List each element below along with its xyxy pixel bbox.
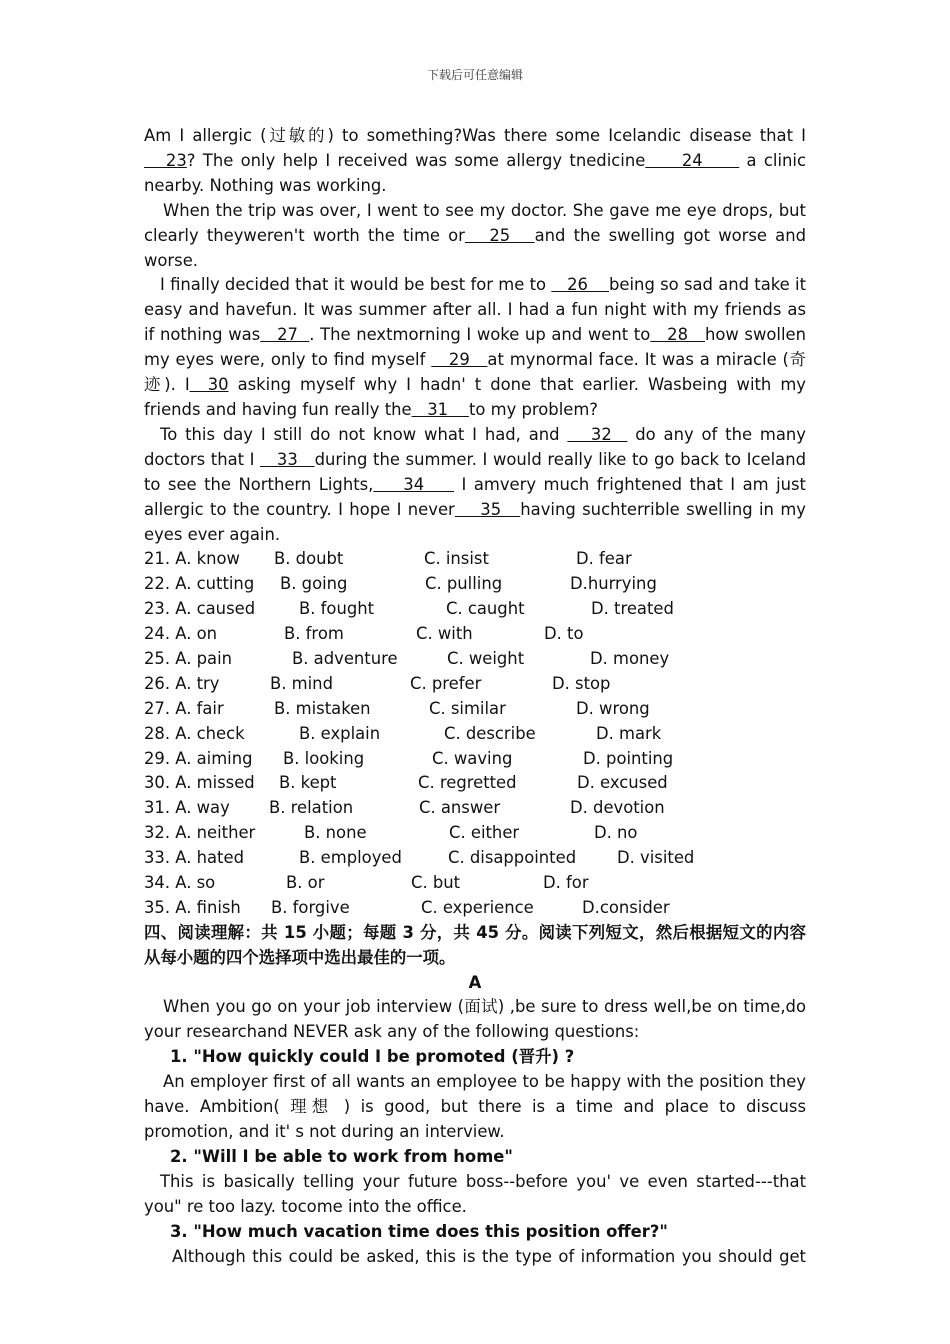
option-d: D. mark — [596, 723, 662, 743]
question-heading-3: 3. "How much vacation time does this position offer?" — [170, 1221, 668, 1241]
passage-text: and the swelling got worse and worse. — [144, 225, 806, 270]
question-body-1: An employer first of all wants an employee to be happy with the position they have. Ambition( 理想 ) is good, but there is a time and place to discuss promotion, and it' s not during an interview. — [144, 1072, 806, 1142]
option-row — [144, 896, 806, 921]
passage-text: during the summer. I would really like to go back to Iceland to see the Northern Lights, — [144, 449, 806, 494]
option-a: 24. A. on — [144, 624, 218, 644]
answer-blank: 27 — [260, 325, 310, 345]
passage-text: at mynormal face. It was a miracle (奇迹). I — [144, 350, 806, 395]
option-row — [144, 622, 806, 647]
option-a: 31. A. way — [144, 798, 230, 818]
option-c: C. insist — [424, 549, 489, 569]
option-row — [144, 597, 806, 622]
passage-text: . The nextmorning I woke up and went to — [309, 325, 651, 345]
option-c: C. regretted — [418, 773, 517, 793]
reading-intro: When you go on your job interview (面试) ,be sure to dress well,be on time,do your researchand NEVER ask any of the following questions: — [144, 997, 806, 1042]
option-c: C. waving — [432, 748, 513, 768]
page-header: 下载后可任意编辑 — [426, 68, 523, 82]
option-c: C. either — [449, 823, 520, 843]
option-b: B. going — [280, 574, 348, 594]
option-a: 21. A. know — [144, 549, 240, 569]
option-c: C. weight — [447, 648, 525, 668]
option-a: 27. A. fair — [144, 698, 224, 718]
option-a: 28. A. check — [144, 723, 245, 743]
option-a: 35. A. finish — [144, 897, 241, 917]
option-a: 29. A. aiming — [144, 748, 253, 768]
answer-blank: 33 — [260, 449, 315, 469]
document-body — [144, 124, 806, 1269]
option-d: D. devotion — [570, 798, 665, 818]
option-a: 25. A. pain — [144, 648, 233, 668]
option-d: D. to — [544, 624, 584, 644]
option-b: B. or — [286, 872, 325, 892]
answer-blank: 25 — [464, 225, 535, 245]
answer-blank: 29 — [431, 350, 488, 370]
option-a: 32. A. neither — [144, 823, 256, 843]
passage-text: do any of the many doctors that I — [144, 424, 806, 469]
option-a: 33. A. hated — [144, 848, 244, 868]
option-row — [144, 747, 806, 772]
option-b: B. mistaken — [274, 698, 371, 718]
passage-text: I amvery much frightened that I am just allergic to the country. I hope I never — [144, 474, 806, 519]
option-a: 26. A. try — [144, 673, 220, 693]
section-instructions: 四、阅读理解：共 15 小题；每题 3 分，共 45 分。阅读下列短文，然后根据短文的内容从每小题的四个选择项中选出最佳的一项。 — [144, 922, 806, 967]
passage-paragraph — [144, 423, 806, 548]
answer-blank: 35 — [454, 499, 521, 519]
option-c: C. prefer — [410, 673, 482, 693]
option-b: B. from — [284, 624, 344, 644]
passage-text: being so sad and take it easy and havefun. It was summer after all. I had a fun night with my friends as if nothing was — [144, 275, 807, 345]
passage-paragraph — [144, 124, 806, 199]
option-b: B. mind — [270, 673, 333, 693]
option-b: B. none — [304, 823, 367, 843]
option-row — [144, 796, 806, 821]
passage-text: asking myself why I hadn' t done that earlier. Wasbeing with my friends and having fun really the — [144, 375, 807, 419]
answer-blank: 31 — [411, 399, 469, 419]
option-b: B. explain — [299, 723, 381, 743]
question-heading-1: 1. "How quickly could I be promoted (晋升) ? — [170, 1047, 575, 1067]
option-b: B. fought — [299, 599, 375, 619]
option-c: C. pulling — [425, 574, 503, 594]
passage-text: a clinic nearby. Nothing was working. — [144, 150, 806, 195]
option-c: C. but — [411, 872, 461, 892]
option-row — [144, 871, 806, 896]
answer-blank: 23 — [144, 150, 187, 170]
passage-text: Am I allergic (过敏的) to something?Was there some Icelandic disease that I — [144, 126, 806, 145]
option-d: D. treated — [591, 599, 674, 619]
passage-text: ? The only help I received was some allergy tnedicine — [186, 150, 646, 170]
option-row — [144, 672, 806, 697]
passage-paragraph — [144, 273, 806, 422]
option-a: 30. A. missed — [144, 773, 255, 793]
option-a: 23. A. caused — [144, 599, 256, 619]
option-row — [144, 697, 806, 722]
option-d: D.consider — [582, 897, 670, 917]
option-d: D. stop — [552, 673, 611, 693]
question-body-3: Although this could be asked, this is the type of information you should get — [172, 1246, 806, 1266]
option-b: B. adventure — [292, 648, 398, 668]
question-body-2: This is basically telling your future boss--before you' ve even started---that you" re too lazy. tocome into the office. — [144, 1171, 806, 1216]
option-row — [144, 846, 806, 871]
passage-text: When the trip was over, I went to see my doctor. She gave me eye drops, but clearly theyweren't worth the time or — [144, 200, 806, 245]
option-d: D. for — [543, 872, 589, 892]
option-b: B. doubt — [274, 549, 344, 569]
passage-text: how swollen my eyes were, only to find myself — [144, 325, 806, 370]
answer-blank: 30 — [189, 375, 229, 395]
option-a: 34. A. so — [144, 872, 216, 892]
option-d: D. excused — [577, 773, 668, 793]
option-c: C. disappointed — [448, 848, 577, 868]
option-c: C. similar — [429, 698, 506, 718]
option-d: D. fear — [576, 549, 632, 569]
passage-text: to my problem? — [468, 399, 598, 419]
cloze-passage — [144, 124, 806, 547]
question-heading-2: 2. "Will I be able to work from home" — [170, 1146, 513, 1166]
answer-blank: 34 — [373, 474, 455, 494]
option-c: C. caught — [446, 599, 525, 619]
answer-blank: 32 — [567, 424, 628, 444]
option-c: C. answer — [419, 798, 501, 818]
passage-text: having suchterrible swelling in my eyes ever again. — [144, 499, 806, 544]
passage-text: I finally decided that it would be best for me to — [160, 275, 552, 295]
passage-label: A — [468, 972, 482, 992]
option-b: B. relation — [269, 798, 354, 818]
answer-options — [144, 547, 806, 920]
option-row — [144, 722, 806, 747]
option-a: 22. A. cutting — [144, 574, 255, 594]
option-row — [144, 547, 806, 572]
option-d: D. pointing — [583, 748, 674, 768]
option-d: D. visited — [617, 848, 695, 868]
option-b: B. looking — [283, 748, 365, 768]
answer-blank: 28 — [650, 325, 705, 345]
option-d: D. no — [594, 823, 638, 843]
option-c: C. experience — [421, 897, 534, 917]
passage-paragraph — [144, 199, 806, 274]
answer-blank: 26 — [551, 275, 610, 295]
option-c: C. describe — [444, 723, 536, 743]
answer-blank: 24 — [645, 150, 740, 170]
option-d: D. money — [590, 648, 670, 668]
passage-text: To this day I still do not know what I had, and — [160, 424, 568, 444]
option-d: D. wrong — [576, 698, 650, 718]
option-row — [144, 572, 806, 597]
option-d: D.hurrying — [570, 574, 657, 594]
option-b: B. employed — [299, 848, 402, 868]
option-b: B. forgive — [271, 897, 350, 917]
option-c: C. with — [416, 624, 473, 644]
option-row — [144, 647, 806, 672]
option-b: B. kept — [279, 773, 337, 793]
option-row — [144, 771, 806, 796]
option-row — [144, 821, 806, 846]
